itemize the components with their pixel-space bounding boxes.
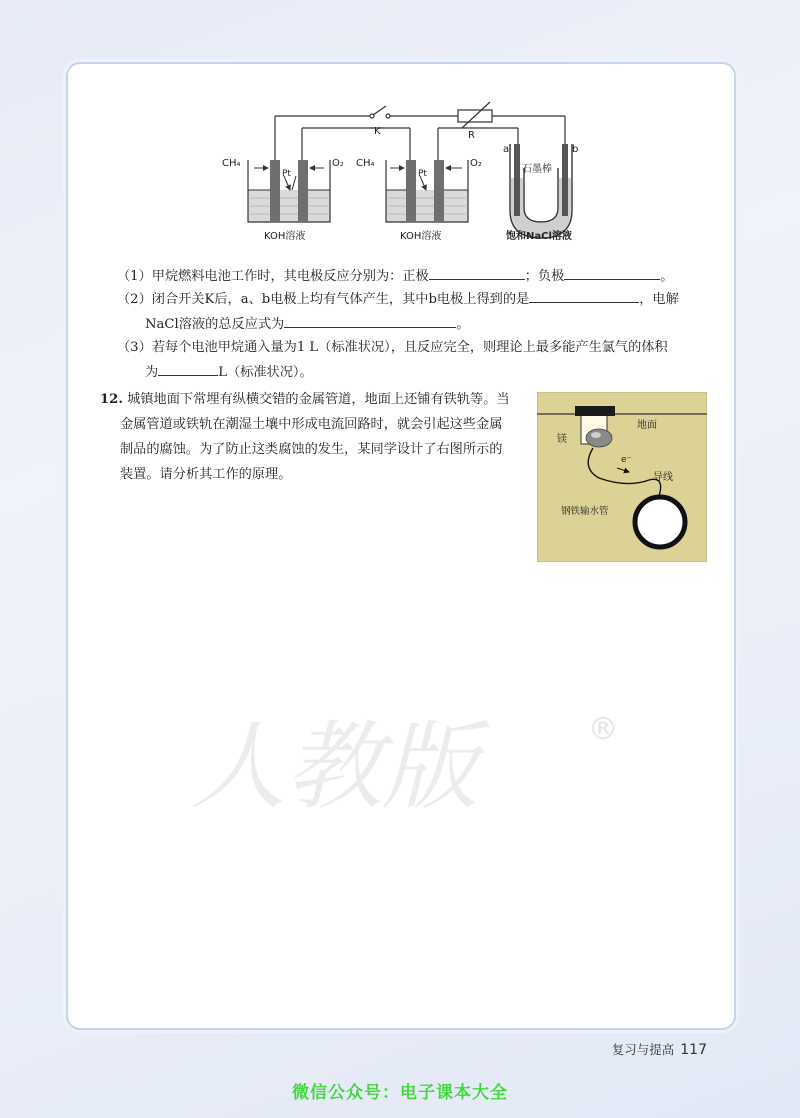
answer-blank-b-electrode-product[interactable]	[529, 288, 639, 303]
koh-solution-label-1: KOH溶液	[264, 231, 306, 242]
question-12-line-2: 金属管道或铁轨在潮湿土壤中形成电流回路时，就会引起这些金属	[120, 417, 503, 432]
answer-blank-chlorine-volume[interactable]	[158, 361, 218, 376]
question-11-part-1: （1）甲烷燃料电池工作时，其电极反应分别为：正极 ；负极 。	[117, 265, 673, 288]
question-11-part-2-line-1: （2）闭合开关K后，a、b电极上均有气体产生，其中b电极上得到的是 ，电解	[117, 288, 679, 311]
graphite-rod-label: 石墨棒	[522, 164, 552, 175]
ch4-label-2: CH₄	[356, 158, 375, 169]
ch4-label-1: CH₄	[222, 158, 241, 169]
svg-text:人教版: 人教版	[190, 711, 478, 823]
ground-label: 地面	[637, 420, 657, 431]
publisher-watermark	[180, 690, 640, 830]
pt-label-2: Pt	[418, 169, 427, 179]
o2-label-1: O₂	[332, 158, 344, 169]
electron-label: e⁻	[621, 455, 632, 465]
section-name: 复习与提高	[611, 1042, 675, 1057]
question-11-part-3-line-1: （3）若每个电池甲烷通入量为1 L（标准状况），且反应完全，则理论上最多能产生氯气的体积	[117, 340, 668, 355]
wechat-banner: 微信公众号：电子课本大全	[292, 1083, 508, 1103]
steel-pipe-label: 钢铁输水管	[561, 506, 609, 517]
electrode-a-label: a	[503, 144, 510, 155]
answer-blank-total-reaction[interactable]	[284, 313, 456, 328]
page-number: 117	[680, 1042, 707, 1058]
question-11-part-2-line-2: NaCl溶液的总反应式为 。	[145, 313, 469, 336]
magnesium-label: 镁	[557, 434, 567, 445]
question-12-line-1: 12. 城镇地面下常埋有纵横交错的金属管道，地面上还铺有铁轨等。当	[100, 392, 510, 407]
cathodic-protection-figure	[537, 392, 707, 562]
answer-blank-negative-electrode[interactable]	[564, 265, 660, 280]
answer-blank-positive-electrode[interactable]	[429, 265, 525, 280]
question-12-line-4: 装置。请分析其工作的原理。	[120, 467, 292, 482]
u-tube-electrolyzer	[510, 144, 572, 238]
electrolysis-circuit-diagram	[220, 98, 592, 250]
wire-label: 导线	[653, 472, 673, 483]
nacl-solution-label: 饱和NaCl溶液	[506, 231, 572, 242]
o2-label-2: O₂	[470, 158, 482, 169]
registered-mark: ®	[588, 712, 618, 747]
koh-solution-label-2: KOH溶液	[400, 231, 442, 242]
question-12-line-3: 制品的腐蚀。为了防止这类腐蚀的发生，某同学设计了右图所示的	[120, 442, 503, 457]
resistor-label: R	[468, 130, 475, 141]
fuel-cell-2	[386, 160, 468, 222]
pt-label-1: Pt	[282, 169, 291, 179]
page-footer	[612, 1040, 707, 1058]
electrode-b-label: b	[572, 144, 579, 155]
switch-label: K	[374, 126, 381, 137]
question-11-part-3-line-2: 为 L（标准状况）。	[145, 361, 313, 384]
